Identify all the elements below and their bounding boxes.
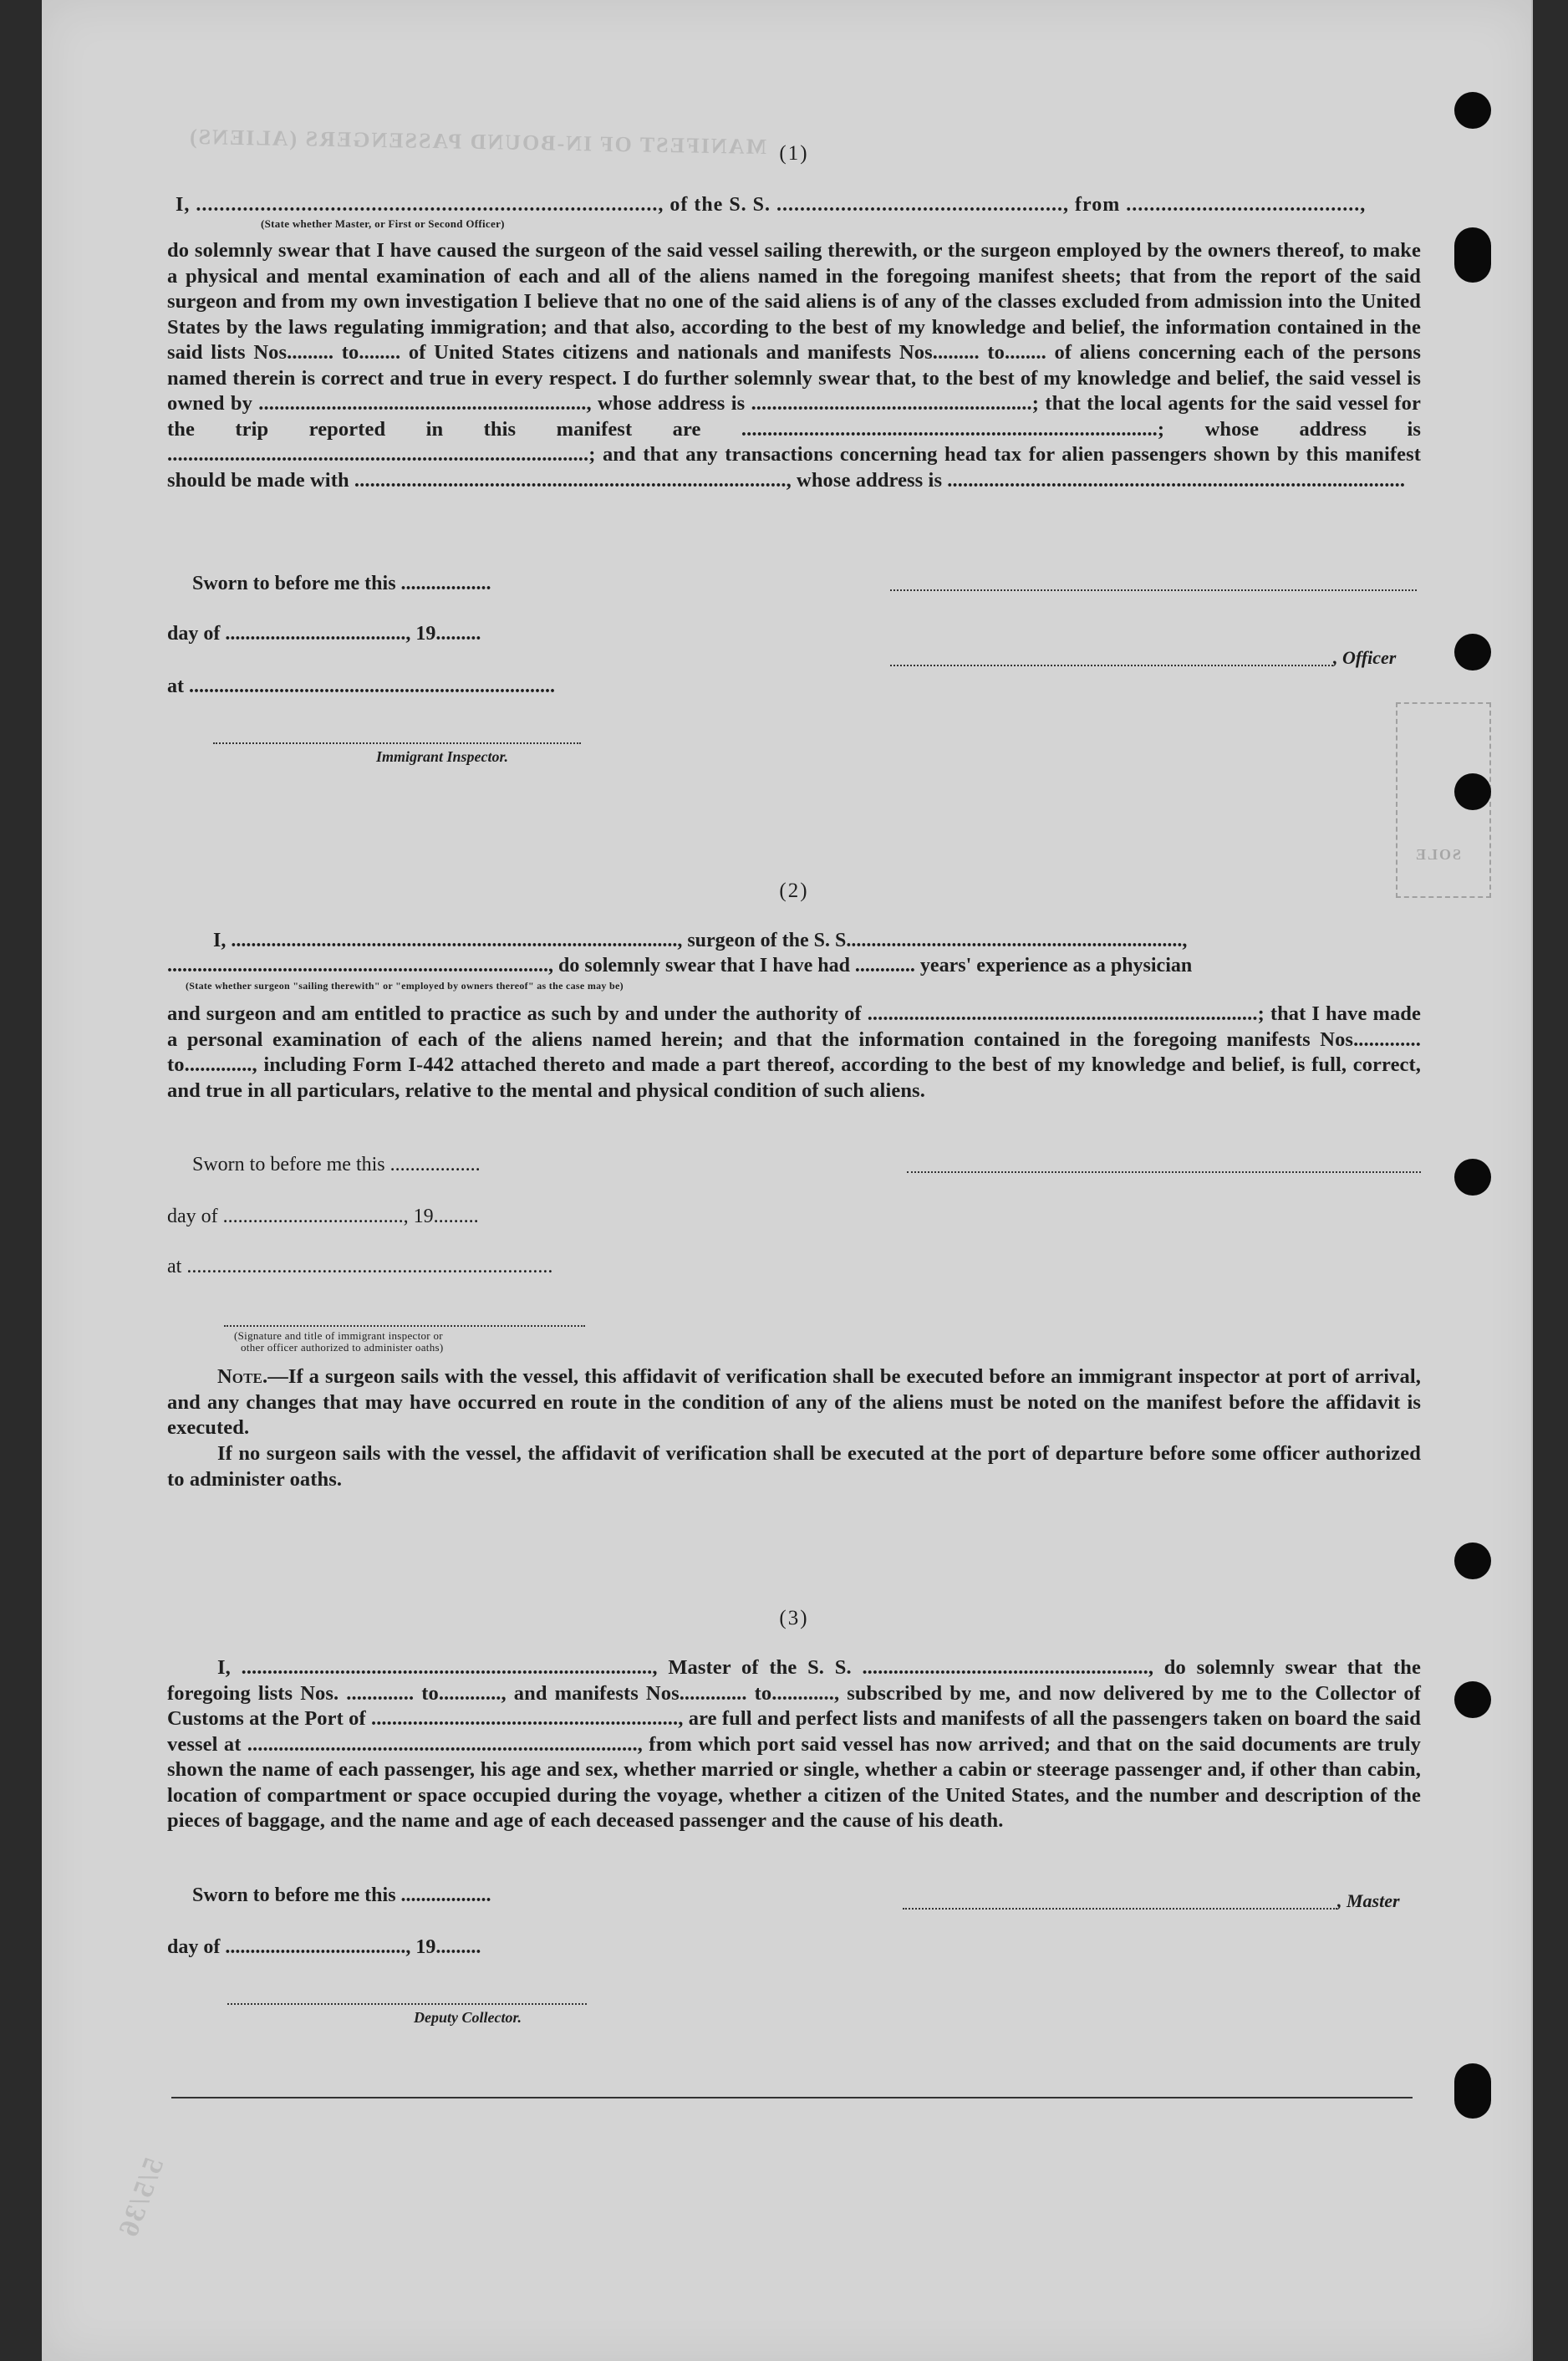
punch-hole [1454,92,1491,129]
punch-hole [1454,1681,1491,1718]
officer-rank-caption: (State whether Master, or First or Second Officer) [261,217,505,230]
section-1-number: (1) [779,142,809,165]
officer-name-line [890,665,1333,666]
section-2-sworn: Sworn to before me this .................. [192,1154,481,1175]
section-2-line1: I, ........................................................................................., surgeon of the S. S..................................................................., [213,930,1188,951]
bottom-rule [171,2097,1413,2098]
punch-hole [1454,1159,1491,1196]
officer-signature-line [890,589,1417,591]
section-1-sworn: Sworn to before me this .................. [192,573,491,594]
section-3-sworn: Sworn to before me this .................. [192,1884,491,1906]
officer-label: , Officer [1333,647,1397,668]
scanner-edge-right [1531,0,1533,2361]
section-1-at: at ......................................................................... [167,676,555,697]
note-text-1: If a surgeon sails with the vessel, this affidavit of verification shall be executed before an immigrant inspector at port of arrival, and any changes that may have occurred en route in the condition of any of the aliens must be noted on the manifest before the affidavit is executed. [167,1365,1421,1439]
deputy-collector-label: Deputy Collector. [414,2009,522,2026]
authorized-officer-line [224,1325,585,1327]
section-2-line2: ............................................................................, do solemnly swear that I have had ............ years' experience as a physician [167,955,1193,977]
inspector-signature-line [213,742,581,744]
section-2-body: and surgeon and am entitled to practice as such by and under the authority of ...........................................................................; that I have made a personal examination of each of the aliens named herein; and that the information contained in the foregoing manifests Nos............. to............., including Form I-442 attached thereto and made a part thereof, according to the best of my knowledge and belief, is full, correct, and true in all particulars, relative to the mental and physical condition of such aliens. [167,1002,1421,1102]
surgeon-note-2: If no surgeon sails with the vessel, the affidavit of verification shall be executed at the port of departure before some officer authorized to administer oaths. [167,1442,1421,1491]
section-1-opening: I, ..............................................................................., of the S. S. ................................................., from ........................................, [176,194,1367,216]
master-label: , Master [1337,1890,1400,1911]
section-2-number: (2) [779,880,809,902]
collector-signature-line [227,2003,587,2005]
section-1-day: day of ...................................., 19......... [167,623,481,645]
note-label: Note.— [217,1365,288,1388]
punch-hole [1454,634,1491,671]
punch-hole [1454,1543,1491,1579]
section-1-body: do solemnly swear that I have caused the surgeon of the said vessel sailing therewith, or the surgeon employed by the owners thereof, to make a physical and mental examination of each and all of the aliens named in the foregoing manifest sheets; that from the report of the said surgeon and from my own investigation I believe that no one of the said aliens is of any of the classes excluded from admission into the United States by the laws regulating immigration; and that also, according to the best of my knowledge and belief, the information contained in the said lists Nos......... to........ of United States citizens and nationals and manifests Nos......... to........ of aliens concerning each of the persons named therein is correct and true in every respect. I do further solemnly swear that, to the best of my knowledge and belief, the said vessel is owned by ..............................................................., whose address is ......................................................; that the local agents for the said vessel for the trip reported in this manifest are ................................................................................; whose address is .................................................................................; and that any transactions concerning head tax for alien passengers shown by this manifest should be made with ..................................................................................., whose address is ........................................................................................ [167,239,1421,492]
surgeon-type-caption: (State whether surgeon "sailing therewith" or "employed by owners thereof" as the case may be) [186,980,624,992]
surgeon-signature-line [907,1171,1421,1173]
signature-caption-1: (Signature and title of immigrant inspector or [234,1329,443,1342]
punch-hole [1454,773,1491,810]
bleed-through-header: MANIFEST OF IN-BOUND PASSENGERS (ALIENS) [187,124,767,160]
signature-caption-2: other officer authorized to administer oaths) [241,1341,444,1354]
master-signature-line [903,1908,1337,1910]
section-2-day: day of ...................................., 19......... [167,1206,479,1227]
bleed-through-stamp: SOLE [1396,702,1491,898]
section-3-day: day of ...................................., 19......... [167,1936,481,1958]
bleed-through-note: 5/5/36 [112,2154,171,2242]
section-3-number: (3) [779,1607,809,1629]
section-3-body: I, ..............................................................................., Master of the S. S. ......................................................., do solemnly swear that the foregoing lists Nos. ............. to............, and manifests Nos............. to............, subscribed by me, and now delivered by me to the Collector of Customs at the Port of ..........................................................., are full and perfect lists and manifests of all the passengers taken on board the said vessel at ..........................................................................., from which port said vessel has now arrived; and that on the said documents are truly shown the name of each passenger, his age and sex, whether married or single, whether a cabin or steerage passenger and, if other than cabin, location of compartment or space occupied during the voyage, whether a citizen of the United States, and the number and description of the pieces of baggage, and the name and age of each deceased passenger and the cause of his death. [167,1656,1421,1832]
surgeon-note [167,1364,1421,1441]
punch-hole [1454,2063,1491,2119]
form-page [42,0,1533,2361]
section-2-at: at ......................................................................... [167,1256,553,1277]
immigrant-inspector-label: Immigrant Inspector. [376,748,509,765]
punch-hole [1454,227,1491,283]
